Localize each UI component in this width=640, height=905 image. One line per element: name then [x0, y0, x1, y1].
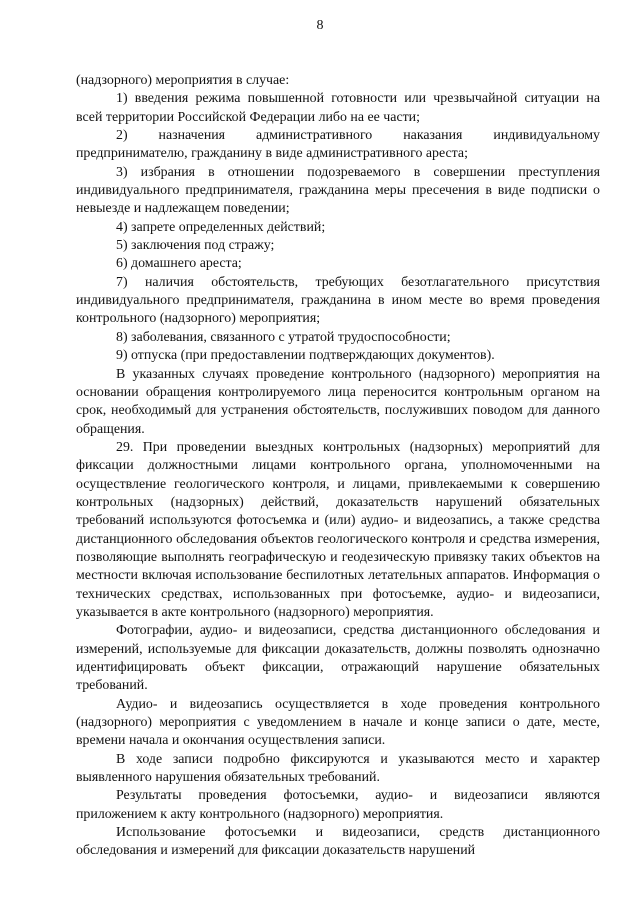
- paragraph-continuation: (надзорного) мероприятия в случае:: [76, 73, 290, 88]
- paragraph-recording: В ходе записи подробно фиксируются и указываются место и характер выявленного нарушения обязательных требований.: [76, 751, 600, 786]
- paragraph-postponement: В указанных случаях проведение контрольного (надзорного) мероприятия на основании обращения контролируемого лица переносится контрольным органом на срок, необходимый для устранения обстоятельств, послуживших поводом для данного обращения.: [76, 366, 600, 437]
- list-item-4: 4) запрете определенных действий;: [116, 219, 326, 235]
- list-item-9: 9) отпуска (при предоставлении подтверждающих документов).: [116, 348, 495, 364]
- paragraph-usage: Использование фотосъемки и видеозаписи, средств дистанционного обследования и измерений для фиксации доказательств нарушений: [76, 825, 600, 859]
- paragraph-audio-video: Аудио- и видеозапись осуществляется в ходе проведения контрольного (надзорного) мероприятия с уведомлением в начале и конце записи о дате, месте, времени начала и окончания осуществления записи.: [76, 696, 600, 749]
- list-item-6: 6) домашнего ареста;: [116, 256, 242, 272]
- paragraph-photos: Фотографии, аудио- и видеозаписи, средства дистанционного обследования и измерений, используемые для фиксации доказательств, должны позволять однозначно идентифицировать объект фиксации, отражающий нарушение обязательных требований.: [76, 623, 600, 694]
- list-item-3: 3) избрания в отношении подозреваемого в совершении преступления индивидуального предпринимателя, гражданина меры пресечения в виде подписки о невыезде и надлежащем поведении;: [76, 164, 600, 217]
- list-item-5: 5) заключения под стражу;: [116, 238, 275, 254]
- document-body: [76, 72, 600, 861]
- paragraph-results: Результаты проведения фотосъемки, аудио- и видеозаписи являются приложением к акту контрольного (надзорного) мероприятия.: [76, 788, 600, 822]
- list-item-8: 8) заболевания, связанного с утратой трудоспособности;: [116, 329, 451, 345]
- page-number: 8: [316, 18, 324, 33]
- list-item-1: 1) введения режима повышенной готовности или чрезвычайной ситуации на всей территории Российской Федерации либо на ее части;: [76, 91, 600, 125]
- list-item-2: 2) назначения административного наказания индивидуальному предпринимателю, гражданину в виде административного ареста;: [76, 128, 600, 162]
- list-item-7: 7) наличия обстоятельств, требующих безотлагательного присутствия индивидуального предпринимателя, гражданина в ином месте во время проведения контрольного (надзорного) мероприятия;: [76, 274, 600, 327]
- clause-29: 29. При проведении выездных контрольных (надзорных) мероприятий для фиксации должностными лицами контрольного органа, уполномоченными на осуществление геологического контроля, и лицами, привлекаемыми к совершению контрольных (надзорных) действий, доказательств нарушений обязательных требований используются фотосъемка и (или) аудио- и видеозапись, а также средства дистанционного обследования объектов геологического контроля и средства измерения, позволяющие выполнять географическую и геодезическую привязку таких объектов на местности включая использование беспилотных летательных аппаратов. Информация о технических средствах, использованных при фотосъемке, аудио- и видеозаписи, указывается в акте контрольного (надзорного) мероприятия.: [76, 439, 600, 620]
